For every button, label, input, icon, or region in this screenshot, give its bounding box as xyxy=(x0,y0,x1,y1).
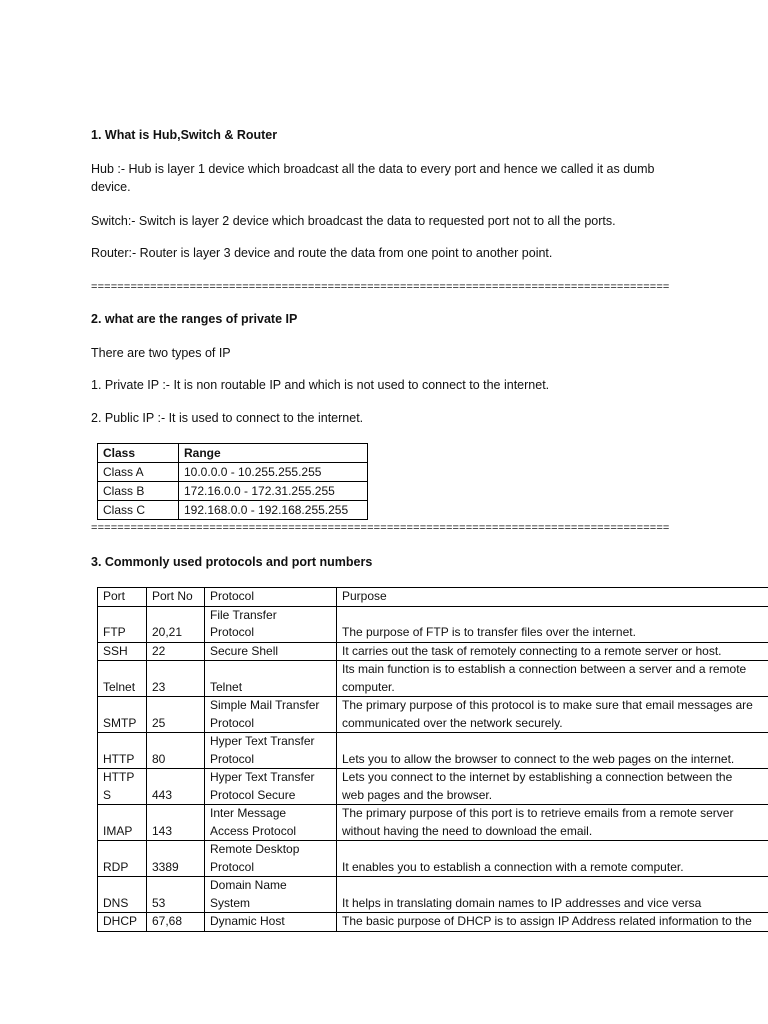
cell-port-no: 25 xyxy=(147,697,205,733)
cell-port: SSH xyxy=(98,642,147,661)
protocol-line: Simple Mail Transfer xyxy=(210,698,320,712)
cell-class: Class A xyxy=(98,463,179,482)
purpose-line xyxy=(342,841,768,859)
purpose-line: Lets you to allow the browser to connect to the web pages on the internet. xyxy=(342,751,735,766)
cell-protocol xyxy=(205,733,337,769)
header-protocol: Protocol xyxy=(205,588,337,607)
hub-definition-line1: Hub :- Hub is layer 1 device which broadcast all the data to every port and hence we called it as dumb xyxy=(91,162,655,176)
hub-definition-line2: device. xyxy=(91,180,131,194)
cell-port-no: 80 xyxy=(147,733,205,769)
protocol-line: System xyxy=(210,895,251,910)
cell-port-no: 143 xyxy=(147,805,205,841)
cell-port: IMAP xyxy=(98,805,147,841)
cell-purpose xyxy=(337,697,768,733)
header-port-no: Port No xyxy=(147,588,205,607)
cell-class: Class C xyxy=(98,501,179,520)
protocol-line xyxy=(210,661,331,679)
separator-2: ======================================================================================== xyxy=(91,522,670,534)
cell-port: RDP xyxy=(98,841,147,877)
cell-port: FTP xyxy=(98,606,147,642)
cell-port-no: 53 xyxy=(147,877,205,913)
cell-protocol xyxy=(205,606,337,642)
table-row xyxy=(98,913,768,932)
public-ip-definition: 2. Public IP :- It is used to connect to the internet. xyxy=(91,411,364,425)
cell-port: DHCP xyxy=(98,913,147,932)
cell-port: SMTP xyxy=(98,697,147,733)
protocol-line: File Transfer xyxy=(210,607,277,622)
cell-class: Class B xyxy=(98,482,179,501)
protocol-line: Dynamic Host xyxy=(210,914,285,928)
protocol-line: Remote Desktop xyxy=(210,842,300,856)
table-row xyxy=(98,805,768,841)
purpose-line xyxy=(342,877,768,895)
cell-port-no: 3389 xyxy=(147,841,205,877)
header-class: Class xyxy=(98,444,179,463)
protocols-ports-table xyxy=(97,587,768,932)
protocol-line: Domain Name xyxy=(210,878,287,892)
table-row xyxy=(98,841,768,877)
ip-types-intro: There are two types of IP xyxy=(91,346,231,360)
table-row xyxy=(98,642,768,661)
purpose-line: It carries out the task of remotely connecting to a remote server or host. xyxy=(342,643,722,658)
cell-protocol xyxy=(205,877,337,913)
purpose-line: The purpose of FTP is to transfer files over the internet. xyxy=(342,625,636,639)
q3-heading: 3. Commonly used protocols and port numbers xyxy=(91,555,373,569)
cell-purpose xyxy=(337,913,768,932)
q2-heading: 2. what are the ranges of private IP xyxy=(91,312,298,326)
cell-purpose xyxy=(337,606,768,642)
protocol-line: Protocol xyxy=(210,625,255,639)
cell-port: DNS xyxy=(98,877,147,913)
cell-protocol xyxy=(205,661,337,697)
cell-range: 10.0.0.0 - 10.255.255.255 xyxy=(179,463,368,482)
private-ip-range-table xyxy=(97,443,368,520)
header-range: Range xyxy=(179,444,368,463)
header-port: Port xyxy=(98,588,147,607)
table-header-row xyxy=(98,444,368,463)
cell-purpose xyxy=(337,805,768,841)
protocol-line: Hyper Text Transfer xyxy=(210,770,315,784)
table-header-row xyxy=(98,588,768,607)
cell-range: 192.168.0.0 - 192.168.255.255 xyxy=(179,501,368,520)
cell-purpose xyxy=(337,733,768,769)
table-row xyxy=(98,501,368,520)
purpose-line: It helps in translating domain names to IP addresses and vice versa xyxy=(342,895,702,910)
cell-port-no: 443 xyxy=(147,769,205,805)
purpose-line: Lets you connect to the internet by establishing a connection between the xyxy=(342,770,733,784)
cell-purpose xyxy=(337,877,768,913)
separator-1: ======================================================================================== xyxy=(91,281,670,293)
cell-purpose xyxy=(337,642,768,661)
protocol-line: Hyper Text Transfer xyxy=(210,734,315,748)
table-row xyxy=(98,877,768,913)
protocol-line: Secure Shell xyxy=(210,643,279,658)
cell-protocol xyxy=(205,769,337,805)
purpose-line: Its main function is to establish a connection between a server and a remote xyxy=(342,662,747,676)
header-purpose: Purpose xyxy=(337,588,768,607)
q1-heading: 1. What is Hub,Switch & Router xyxy=(91,128,278,142)
switch-definition: Switch:- Switch is layer 2 device which broadcast the data to requested port not to all the ports. xyxy=(91,214,616,228)
purpose-line: without having the need to download the email. xyxy=(342,823,593,838)
cell-port: HTTP xyxy=(98,733,147,769)
cell-protocol xyxy=(205,913,337,932)
cell-port-no: 23 xyxy=(147,661,205,697)
protocol-line: Access Protocol xyxy=(210,823,297,838)
protocol-line: Protocol Secure xyxy=(210,787,296,802)
protocol-line: Protocol xyxy=(210,859,255,874)
purpose-line xyxy=(342,733,768,751)
table-row xyxy=(98,661,768,697)
router-definition: Router:- Router is layer 3 device and route the data from one point to another point. xyxy=(91,246,553,260)
table-row xyxy=(98,733,768,769)
purpose-line: The basic purpose of DHCP is to assign IP Address related information to the xyxy=(342,914,752,928)
cell-port: Telnet xyxy=(98,661,147,697)
protocol-line: Protocol xyxy=(210,751,255,766)
purpose-line xyxy=(342,607,768,625)
protocol-line: Telnet xyxy=(210,679,243,694)
private-ip-definition: 1. Private IP :- It is non routable IP and which is not used to connect to the internet. xyxy=(91,378,550,392)
purpose-line: The primary purpose of this protocol is to make sure that email messages are xyxy=(342,698,753,712)
cell-protocol xyxy=(205,642,337,661)
table-row xyxy=(98,482,368,501)
table-row xyxy=(98,463,368,482)
table-row xyxy=(98,606,768,642)
table-row xyxy=(98,697,768,733)
cell-range: 172.16.0.0 - 172.31.255.255 xyxy=(179,482,368,501)
purpose-line: It enables you to establish a connection with a remote computer. xyxy=(342,859,684,874)
cell-port-no: 20,21 xyxy=(147,606,205,642)
protocol-line: Inter Message xyxy=(210,806,287,820)
cell-port: HTTP S xyxy=(98,769,147,805)
purpose-line: The primary purpose of this port is to retrieve emails from a remote server xyxy=(342,806,734,820)
purpose-line: computer. xyxy=(342,679,395,694)
cell-purpose xyxy=(337,841,768,877)
protocol-line: Protocol xyxy=(210,715,255,730)
cell-protocol xyxy=(205,841,337,877)
cell-protocol xyxy=(205,697,337,733)
table-row xyxy=(98,769,768,805)
cell-protocol xyxy=(205,805,337,841)
cell-port-no: 67,68 xyxy=(147,913,205,932)
purpose-line: web pages and the browser. xyxy=(342,787,493,802)
cell-purpose xyxy=(337,769,768,805)
cell-purpose xyxy=(337,661,768,697)
purpose-line: communicated over the network securely. xyxy=(342,715,563,730)
cell-port-no: 22 xyxy=(147,642,205,661)
